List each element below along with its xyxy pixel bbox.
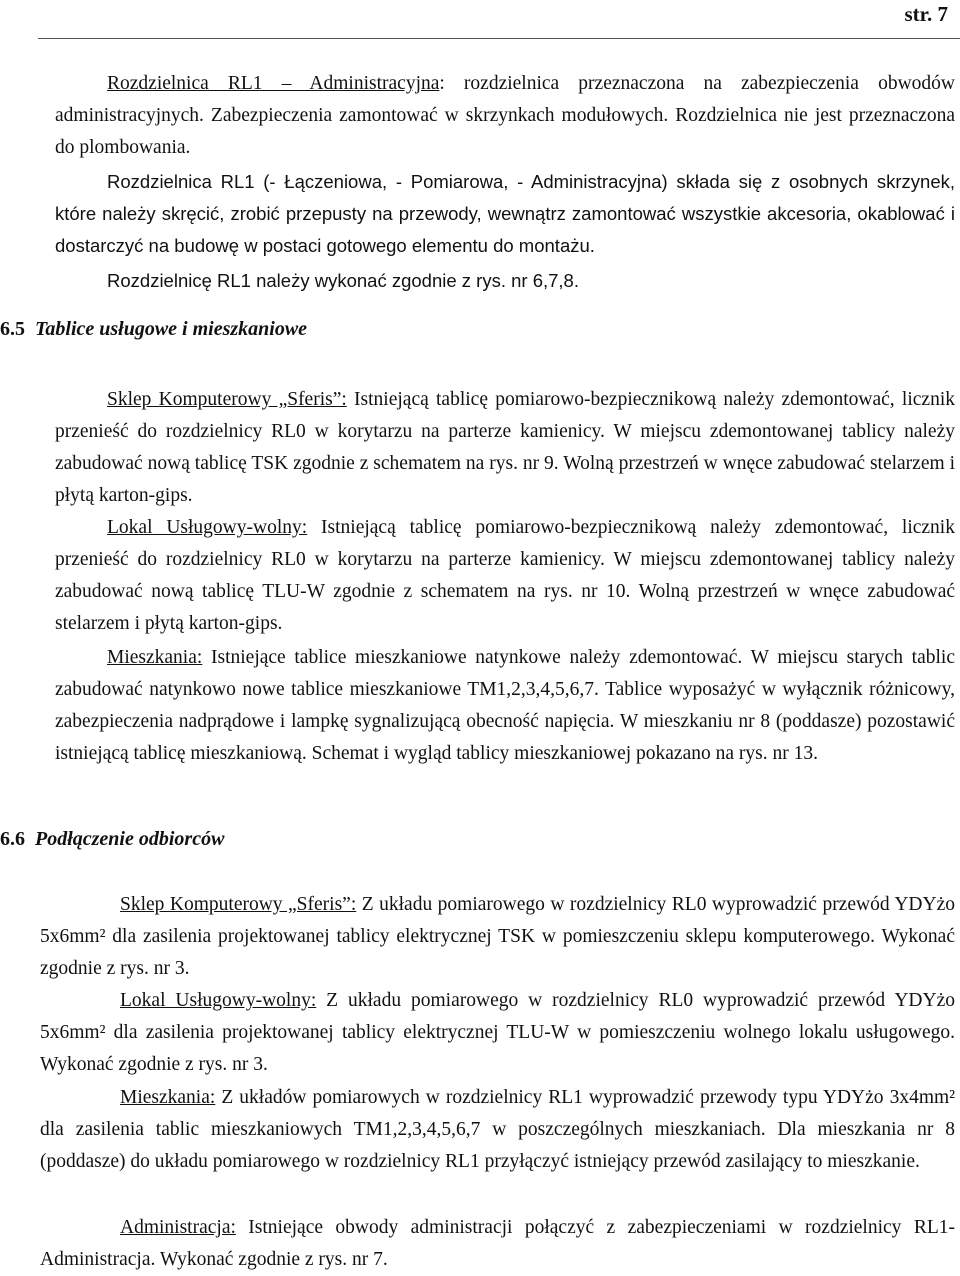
mieszkania-text: Z układów pomiarowych w rozdzielnicy RL1 wyprowadzić przewody typu YDYżo 3x4mm² dla zasilenia tablic mieszkaniowych TM1,2,3,4,5,6,7 w poszczególnych mieszkaniach. Dla mieszkania nr 8 (poddasze) do układu pomiarowego w rozdzielnicy RL1 przyłączyć istniejący przewód zasilający to mieszkanie. [40,1087,955,1172]
sklep-text: Z układu pomiarowego w rozdzielnicy RL0 wyprowadzić przewód YDYżo 5x6mm² dla zasilenia projektowanej tablicy elektrycznej TSK w pomieszczeniu sklepu komputerowego. Wykonać zgodnie z rys. nr 3. [40,894,955,979]
lokal-label: Lokal Usługowy-wolny: [120,990,317,1011]
paragraph-65-mieszkania [55,642,955,770]
lokal-text: Istniejącą tablicę pomiarowo-bezpiecznikową należy zdemontować, licznik przenieść do rozdzielnicy RL0 w korytarzu na parterze kamienicy. W miejscu zdemontowanej tablicy należy zabudować nową tablicę TLU-W zgodnie z schematem na rys. nr 10. Wolną przestrzeń w wnęce zabudować stelarzem i płytą karton-gips. [55,517,955,634]
paragraph-rl1-desc [55,166,955,262]
rl1-desc-text: Rozdzielnica RL1 (- Łączeniowa, - Pomiarowa, - Administracyjna) składa się z osobnych skrzynek, które należy skręcić, zrobić przepusty na przewody, wewnątrz zamontować wszystkie akcesoria, okablować i dostarczyć na budowę w postaci gotowego elementu do montażu. [55,171,955,256]
lokal-text: Z układu pomiarowego w rozdzielnicy RL0 wyprowadzić przewód YDYżo 5x6mm² dla zasilenia projektowanej tablicy elektrycznej TLU-W w pomieszczeniu wolnego lokalu usługowego. Wykonać zgodnie z rys. nr 3. [40,990,955,1075]
section-number: 6.5 [0,318,25,340]
mieszkania-label: Mieszkania: [107,647,203,668]
paragraph-66-administracja [40,1212,955,1276]
page-number: str. 7 [904,2,948,26]
section-heading-6-5 [0,318,307,341]
paragraph-65-lokal [55,512,955,640]
section-heading-6-6 [0,828,224,851]
mieszkania-label: Mieszkania: [120,1087,216,1108]
lokal-label: Lokal Usługowy-wolny: [107,517,308,538]
header-rule [38,38,960,39]
sklep-label: Sklep Komputerowy „Sferis”: [120,894,357,915]
administracja-text: Istniejące obwody administracji połączyć z zabezpieczeniami w rozdzielnicy RL1-Administracja. Wykonać zgodnie z rys. nr 7. [40,1217,955,1270]
paragraph-66-mieszkania [40,1082,955,1178]
section-title: Tablice usługowe i mieszkaniowe [35,318,308,340]
paragraph-rl1-admin [55,68,955,164]
sklep-label: Sklep Komputerowy „Sferis”: [107,389,347,410]
administracja-label: Administracja: [120,1217,236,1238]
rl1-ref-text: Rozdzielnicę RL1 należy wykonać zgodnie z rys. nr 6,7,8. [107,270,579,291]
section-title: Podłączenie odbiorców [35,828,225,850]
sklep-text: Istniejącą tablicę pomiarowo-bezpiecznikową należy zdemontować, licznik przenieść do rozdzielnicy RL0 w korytarzu na parterze kamienicy. W miejscu zdemontowanej tablicy należy zabudować nową tablicę TSK zgodnie z schematem na rys. nr 9. Wolną przestrzeń w wnęce zabudować stelarzem i płytą karton-gips. [55,389,955,506]
paragraph-65-sklep [55,384,955,512]
paragraph-rl1-ref [107,265,955,297]
paragraph-66-sklep [40,889,955,985]
rl1-admin-label: Rozdzielnica RL1 – Administracyjna [107,73,440,94]
mieszkania-text: Istniejące tablice mieszkaniowe natynkowe należy zdemontować. W miejscu starych tablic zabudować natynkowo nowe tablice mieszkaniowe TM1,2,3,4,5,6,7. Tablice wyposażyć w wyłącznik różnicowy, zabezpieczenia nadprądowe i lampkę sygnalizującą obecność napięcia. W mieszkaniu nr 8 (poddasze) pozostawić istniejącą tablicę mieszkaniową. Schemat i wygląd tablicy mieszkaniowej pokazano na rys. nr 13. [55,647,955,764]
rl1-admin-text: : rozdzielnica przeznaczona na zabezpieczenia obwodów administracyjnych. Zabezpieczenia zamontować w skrzynkach modułowych. Rozdzielnica nie jest przeznaczona do plombowania. [55,73,955,158]
paragraph-66-lokal [40,985,955,1081]
section-number: 6.6 [0,828,25,850]
